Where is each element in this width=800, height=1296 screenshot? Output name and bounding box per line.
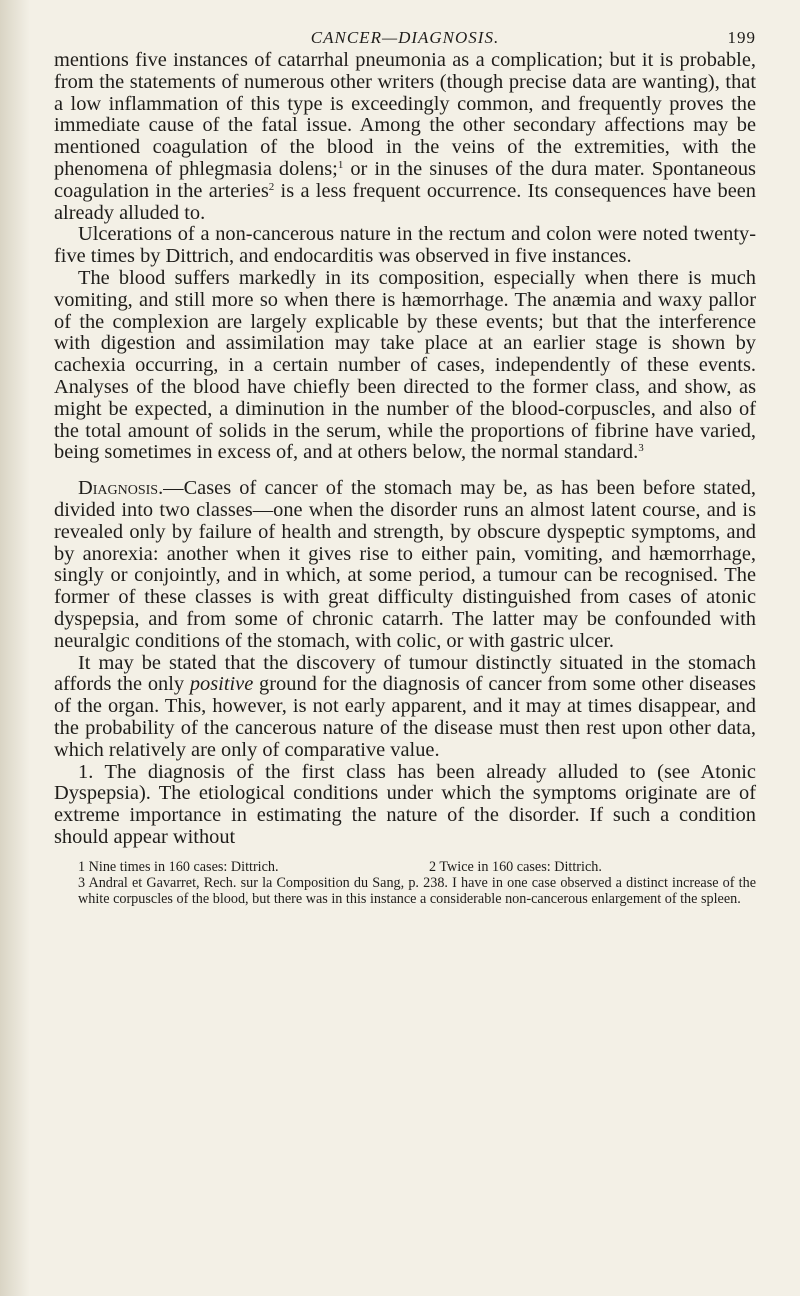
paragraph-6: 1. The diagnosis of the first class has been already alluded to (see Atonic Dyspepsia). The etiological conditions under which the symptoms originate are of extreme importance in estimating the nature of the disorder. If such a condition should appear without xyxy=(54,760,756,848)
paragraph-1 xyxy=(54,50,756,224)
paragraph-1-text-b: or in the sinuses of the dura mater. Spontaneous coagulation in the arteries xyxy=(54,157,756,202)
footnote-3: 3 Andral et Gavarret, Rech. sur la Composition du Sang, p. 238. I have in one case observed a distinct increase of the white corpuscles of the blood, but there was in this instance a considerable non-cancerous enlargement of the spleen. xyxy=(78,874,756,907)
paragraph-4-text: —Cases of cancer of the stomach may be, as has been before stated, divided into two classes—one when the disorder runs an almost latent course, and is revealed only by failure of health and strength, by obscure dyspeptic symptoms, and by anorexia: another when it gives rise to either pain, vomiting, and hæmorrhage, singly or conjointly, and in which, at some period, a tumour can be recognised. The former of these classes is with great difficulty distinguished from cases of atonic dyspepsia, and from some of chronic catarrh. The latter may be confounded with neuralgic conditions of the stomach, with colic, or with gastric ulcer. xyxy=(54,477,756,652)
running-header xyxy=(54,18,756,50)
paragraph-2: Ulcerations of a non-cancerous nature in the rectum and colon were noted twenty-five times by Dittrich, and endocarditis was observed in five instances. xyxy=(54,223,756,268)
paragraph-diagnosis xyxy=(54,478,756,652)
paragraph-1-text-c: is a less frequent occurrence. Its consequences have been already alluded to. xyxy=(54,179,757,224)
page-gutter-shadow xyxy=(0,0,30,1296)
paragraph-5-text-b: ground for the diagnosis of cancer from some other diseases of the organ. This, however, is not early apparent, and it may at times disappear, and the probability of the cancerous nature of the disease must then rest upon other data, which relatively are only of comparative value. xyxy=(54,673,756,761)
page-number: 199 xyxy=(727,28,756,47)
section-heading-diagnosis: Diagnosis. xyxy=(78,477,164,500)
body-text xyxy=(54,50,756,849)
paragraph-3 xyxy=(54,268,756,464)
footnote-row xyxy=(54,859,756,875)
running-title: CANCER—DIAGNOSIS. xyxy=(310,28,500,47)
paragraph-5-text-a: It may be stated that the discovery of tumour distinctly situated in the stomach affords the only xyxy=(54,651,756,696)
footnotes xyxy=(54,859,756,907)
footnote-ref-2: 2 xyxy=(268,180,275,193)
emphasis-positive: positive xyxy=(189,673,254,696)
footnote-1: 1 Nine times in 160 cases: Dittrich. xyxy=(78,858,279,875)
footnote-ref-3: 3 xyxy=(638,442,644,455)
paragraph-1-text-a: mentions five instances of catarrhal pneumonia as a complication; but it is probable, from the statements of numerous other writers (though precise data are wanting), that a low inflammation of this type is exceedingly common, and frequently proves the immediate cause of the fatal issue. Among the other secondary affections may be mentioned coagulation of the blood in the veins of the extremities, with the phenomena of phlegmasia dolens; xyxy=(54,49,756,180)
paragraph-3-text: The blood suffers markedly in its composition, especially when there is much vomiting, and still more so when there is hæmorrhage. The anæmia and waxy pallor of the complexion are largely explicable by these events; but that the interference with digestion and assimilation may take place at an earlier stage is shown by cachexia occurring, in a certain number of cases, independently of these events. Analyses of the blood have chiefly been directed to the former class, and show, as might be expected, a diminution in the number of the blood-corpuscles, and also of the total amount of solids in the serum, while the proportions of fibrine have varied, being sometimes in excess of, and at others below, the normal standard. xyxy=(54,266,756,464)
book-page xyxy=(54,18,756,907)
footnote-ref-1: 1 xyxy=(337,158,344,171)
footnote-2: 2 Twice in 160 cases: Dittrich. xyxy=(429,858,602,875)
paragraph-5 xyxy=(54,653,756,762)
